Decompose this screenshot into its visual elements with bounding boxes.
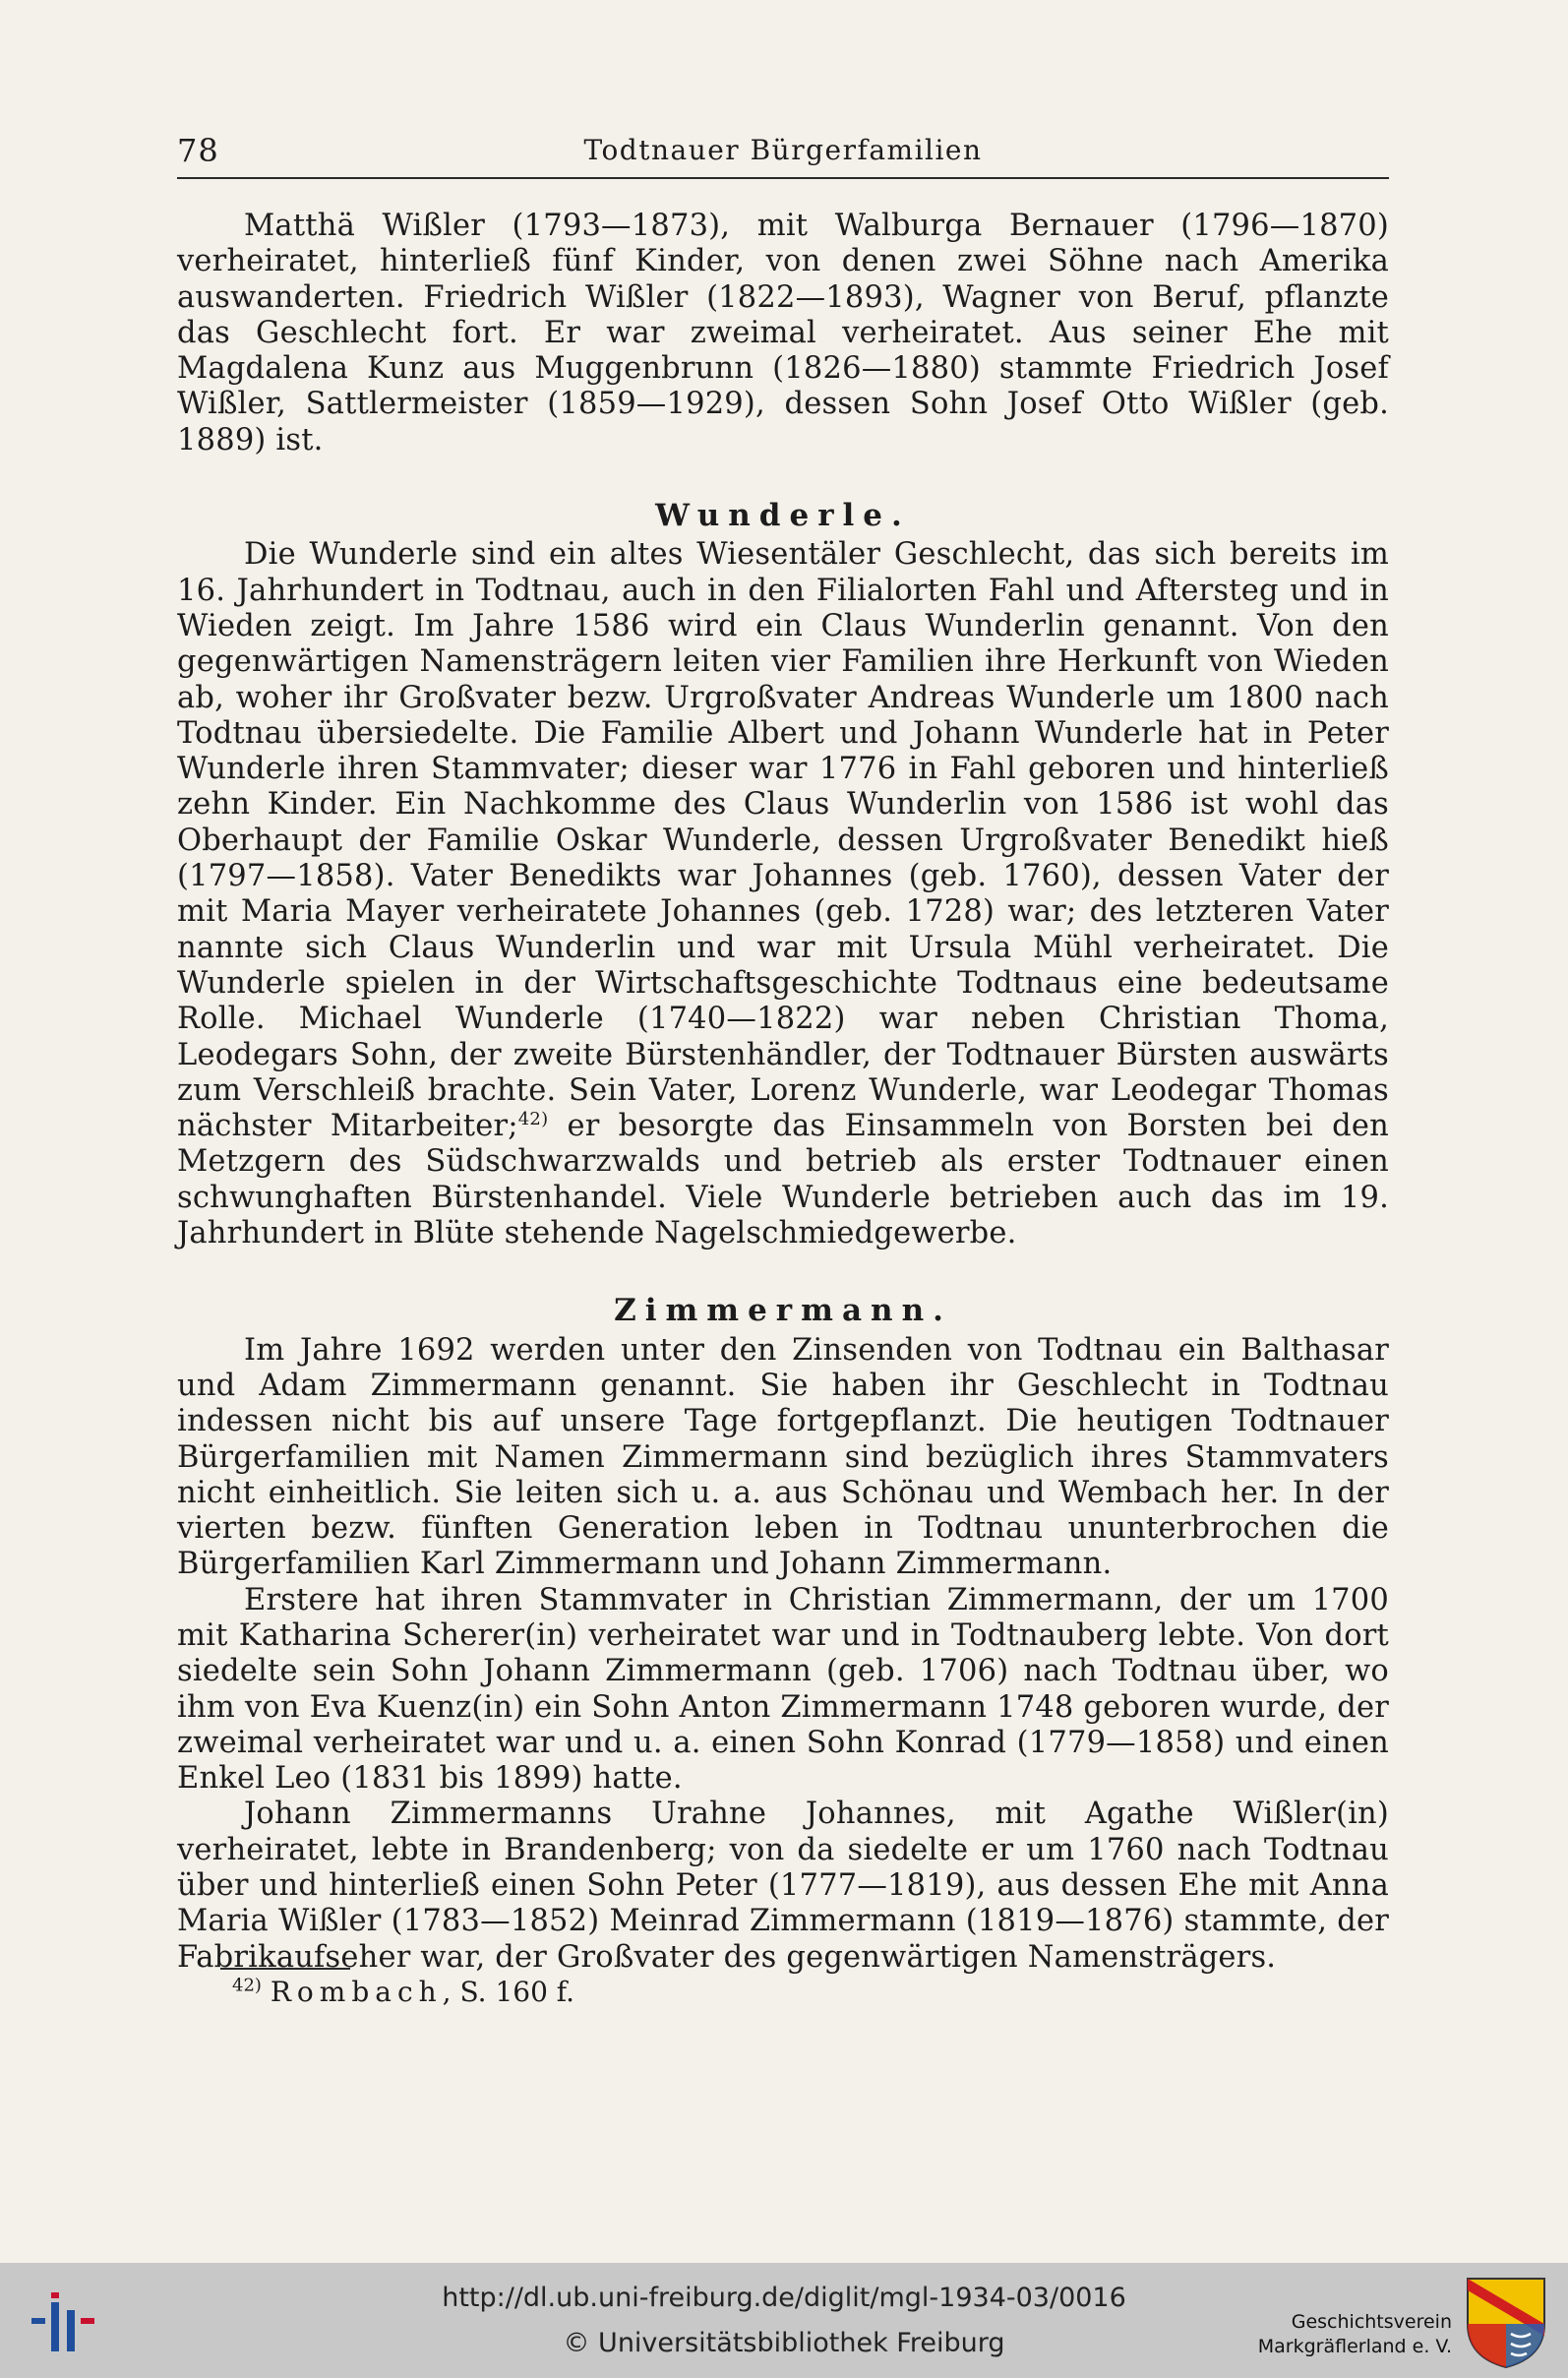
society-crest-icon[interactable] bbox=[1462, 2275, 1550, 2369]
society-name bbox=[1258, 2310, 1452, 2359]
wunderle-text-part1: Die Wunderle sind ein altes Wiesentäler Geschlecht, das sich bereits im 16. Jahrhundert in Todtnau, auch in den Filialorten Fahl und Aftersteg und in Wieden zeigt. Im Jahre 1586 wird ein Claus Wunderlin genannt. Von den gegenwärtigen Namensträgern leiten vier Familien ihre Herkunft von Wieden ab, woher ihr Großvater bezw. Urgroßvater Andreas Wunderle um 1800 nach Todtnau übersiedelte. Die Familie Albert und Johann Wunderle hat in Peter Wunderle ihren Stammvater; dieser war 1776 in Fahl geboren und hinterließ zehn Kinder. Ein Nachkomme des Claus Wunderlin von 1586 ist wohl das Oberhaupt der Familie Oskar Wunderle, dessen Urgroßvater Benedikt hieß (1797—1858). Vater Benedikts war Johannes (geb. 1760), dessen Vater der mit Maria Mayer verheiratete Johannes (geb. 1728) war; des letzteren Vater nannte sich Claus Wunderlin und war mit Ursula Mühl verheiratet. Die Wunderle spielen in der Wirtschaftsgeschichte Todtnaus eine bedeutsame Rolle. Michael Wunderle (1740—1822) war neben Christian Thoma, Leodegars Sohn, der zweite Bürstenhändler, der Todtnauer Bürsten auswärts zum Verschleiß brachte. Sein Vater, Lorenz Wunderle, war Leodegar Thomas nächster Mitarbeiter; bbox=[177, 537, 1389, 1144]
copyright-notice: © Universitätsbibliothek Freiburg bbox=[563, 2328, 1005, 2358]
footnote-divider bbox=[220, 1968, 350, 1970]
zimmermann-paragraph-2: Erstere hat ihren Stammvater in Christian Zimmermann, der um 1700 mit Katharina Scherer(in) verheiratet war und in Todtnauberg lebte. Von dort siedelte sein Sohn Johann Zimmermann (geb. 1706) nach Todtnau über, wo ihm von Eva Kuenz(in) ein Sohn Anton Zimmermann 1748 geboren wurde, der zweimal verheiratet war und u. a. einen Sohn Konrad (1779—1858) und einen Enkel Leo (1831 bis 1899) hatte. bbox=[177, 1582, 1389, 1797]
zimmermann-paragraph-3: Johann Zimmermanns Urahne Johannes, mit Agathe Wißler(in) verheiratet, lebte in Brandenberg; von da siedelte er um 1760 nach Todtnau über und hinterließ einen Sohn Peter (1777—1819), aus dessen Ehe mit Anna Maria Wißler (1783—1852) Meinrad Zimmermann (1819—1876) stammte, der Fabrikaufseher war, der Großvater des gegenwärtigen Namensträgers. bbox=[177, 1797, 1389, 1975]
footer-bar bbox=[0, 2263, 1568, 2378]
section-heading-wunderle: Wunderle. bbox=[655, 498, 911, 534]
running-head: Todtnauer Bürgerfamilien bbox=[583, 134, 983, 166]
zimmermann-paragraph-1: Im Jahre 1692 werden unter den Zinsenden von Todtnau ein Balthasar und Adam Zimmermann genannt. Sie haben ihr Geschlecht in Todtnau indessen nicht bis auf unsere Tage fortgepflanzt. Die heutigen Todtnauer Bürgerfamilien mit Namen Zimmermann sind bezüglich ihres Stammvaters nicht einheitlich. Sie leiten sich u. a. aus Schönau und Wembach her. In der vierten bezw. fünften Generation leben in Todtnau ununterbrochen die Bürgerfamilien Karl Zimmermann und Johann Zimmermann. bbox=[177, 1332, 1389, 1582]
footnote-marker: 42) bbox=[232, 1975, 262, 1996]
page-number: 78 bbox=[177, 132, 219, 169]
wunderle-text-part2: er besorgte das Einsammeln von Borsten bei den Metzgern des Südschwarzwalds und betrieb als erster Todtnauer einen schwunghaften Bürstenhandel. Viele Wunderle betrieben auch das im 19. Jahrhundert in Blüte stehende Nagelschmiedgewerbe. bbox=[177, 1109, 1389, 1251]
footnote bbox=[232, 1976, 574, 2008]
source-url-link[interactable]: http://dl.ub.uni-freiburg.de/diglit/mgl-1934-03/0016 bbox=[442, 2283, 1126, 2313]
wunderle-paragraph bbox=[177, 537, 1389, 1251]
page-header bbox=[177, 128, 1389, 179]
intro-paragraph: Matthä Wißler (1793—1873), mit Walburga Bernauer (1796—1870) verheiratet, hinterließ fünf Kinder, von denen zwei Söhne nach Amerika auswanderten. Friedrich Wißler (1822—1893), Wagner von Beruf, pflanzte das Geschlecht fort. Er war zweimal verheiratet. Aus seiner Ehe mit Magdalena Kunz aus Muggenbrunn (1826—1880) stammte Friedrich Josef Wißler, Sattlermeister (1859—1929), dessen Sohn Josef Otto Wißler (geb. 1889) ist. bbox=[177, 209, 1389, 457]
footnote-reference-text: , S. 160 f. bbox=[442, 1976, 575, 2008]
footnote-author: Rombach bbox=[270, 1976, 443, 2008]
society-name-line2: Markgräflerland e. V. bbox=[1257, 2336, 1452, 2357]
society-name-line1: Geschichtsverein bbox=[1291, 2311, 1452, 2333]
footnote-reference[interactable]: 42) bbox=[517, 1108, 549, 1129]
page-body bbox=[177, 209, 1389, 1976]
section-heading-zimmermann: Zimmermann. bbox=[614, 1293, 952, 1329]
